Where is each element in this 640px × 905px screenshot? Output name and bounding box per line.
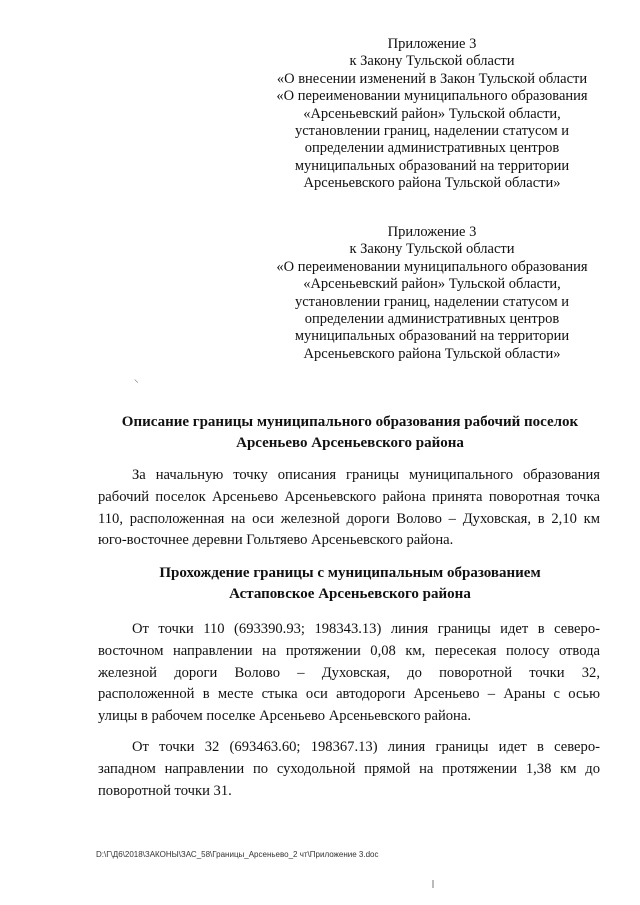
paragraph-line: западном направлении по суходольной прямой на протяжении 1,38 км до: [98, 760, 600, 777]
annex-line: «О внесении изменений в Закон Тульской области: [276, 70, 588, 87]
paragraph-line: юго-восточнее деревни Гольтяево Арсеньевского района.: [98, 532, 454, 549]
annex-line: Арсеньевского района Тульской области»: [303, 175, 561, 192]
annex-line: определении административных центров: [304, 311, 560, 328]
heading-line: Прохождение границы с муниципальным образованием: [159, 565, 541, 581]
annex-line: «О переименовании муниципального образования: [276, 258, 588, 275]
paragraph-line: железной дороги Волово – Духовская, до поворотной точки 32,: [98, 664, 600, 681]
heading-line: Астаповское Арсеньевского района: [229, 586, 471, 602]
paragraph-line: От точки 32 (693463.60; 198367.13) линия границы идет в северо-: [132, 739, 600, 755]
annex-line: определении административных центров: [304, 140, 560, 157]
annex-line: установлении границ, наделении статусом и: [295, 293, 569, 310]
document-title: [90, 412, 610, 454]
annex-line: «Арсеньевский район» Тульской области,: [303, 276, 561, 293]
annex-line: Арсеньевского района Тульской области»: [303, 345, 561, 362]
paragraph-line: восточном направлении на протяжении 0,08 км, пересекая полосу отвода: [98, 642, 600, 659]
paragraph-line: За начальную точку описания границы муниципального образования: [132, 467, 600, 483]
paragraph-line: От точки 110 (693390.93; 198343.13) линия границы идет в северо-: [132, 621, 600, 637]
footer-file-path: D:\Г\Д6\2018\ЗАКОНЫ\ЗАС_58\Границы_Арсеньево_2 чт\Приложение 3.doc: [96, 850, 379, 859]
paragraph-line: поворотной точки 31.: [98, 782, 232, 799]
paragraph-line: 110, расположенная на оси железной дороги Волово – Духовская, в 2,10 км: [98, 510, 600, 527]
annex-line: Приложение 3: [387, 36, 477, 52]
scan-speck: [432, 880, 434, 888]
intro-paragraph: [98, 465, 600, 552]
title-line: Арсеньево Арсеньевского района: [236, 435, 464, 451]
annex-line: «О переименовании муниципального образования: [276, 88, 588, 105]
scan-mark: ⸜: [134, 374, 139, 384]
boundary-segment-paragraph: [98, 737, 600, 802]
annex-header-original-law: [262, 224, 602, 363]
annex-line: установлении границ, наделении статусом и: [295, 123, 569, 140]
annex-line: «Арсеньевский район» Тульской области,: [303, 105, 561, 122]
annex-line: к Закону Тульской области: [349, 241, 515, 258]
paragraph-line: улицы в рабочем поселке Арсеньево Арсеньевского района.: [98, 708, 471, 725]
annex-header-amending-law: [262, 36, 602, 193]
paragraph-line: рабочий поселок Арсеньево Арсеньевского района принята поворотная точка: [98, 488, 600, 505]
paragraph-line: расположенной в месте стыка оси автодороги Арсеньево – Араны с осью: [98, 686, 600, 703]
annex-line: Приложение 3: [387, 224, 477, 240]
title-line: Описание границы муниципального образования рабочий поселок: [121, 414, 579, 430]
section-heading: [110, 563, 590, 605]
annex-line: муниципальных образований на территории: [294, 328, 570, 345]
boundary-segment-paragraph: [98, 619, 600, 728]
annex-line: муниципальных образований на территории: [294, 157, 570, 174]
annex-line: к Закону Тульской области: [349, 53, 515, 70]
